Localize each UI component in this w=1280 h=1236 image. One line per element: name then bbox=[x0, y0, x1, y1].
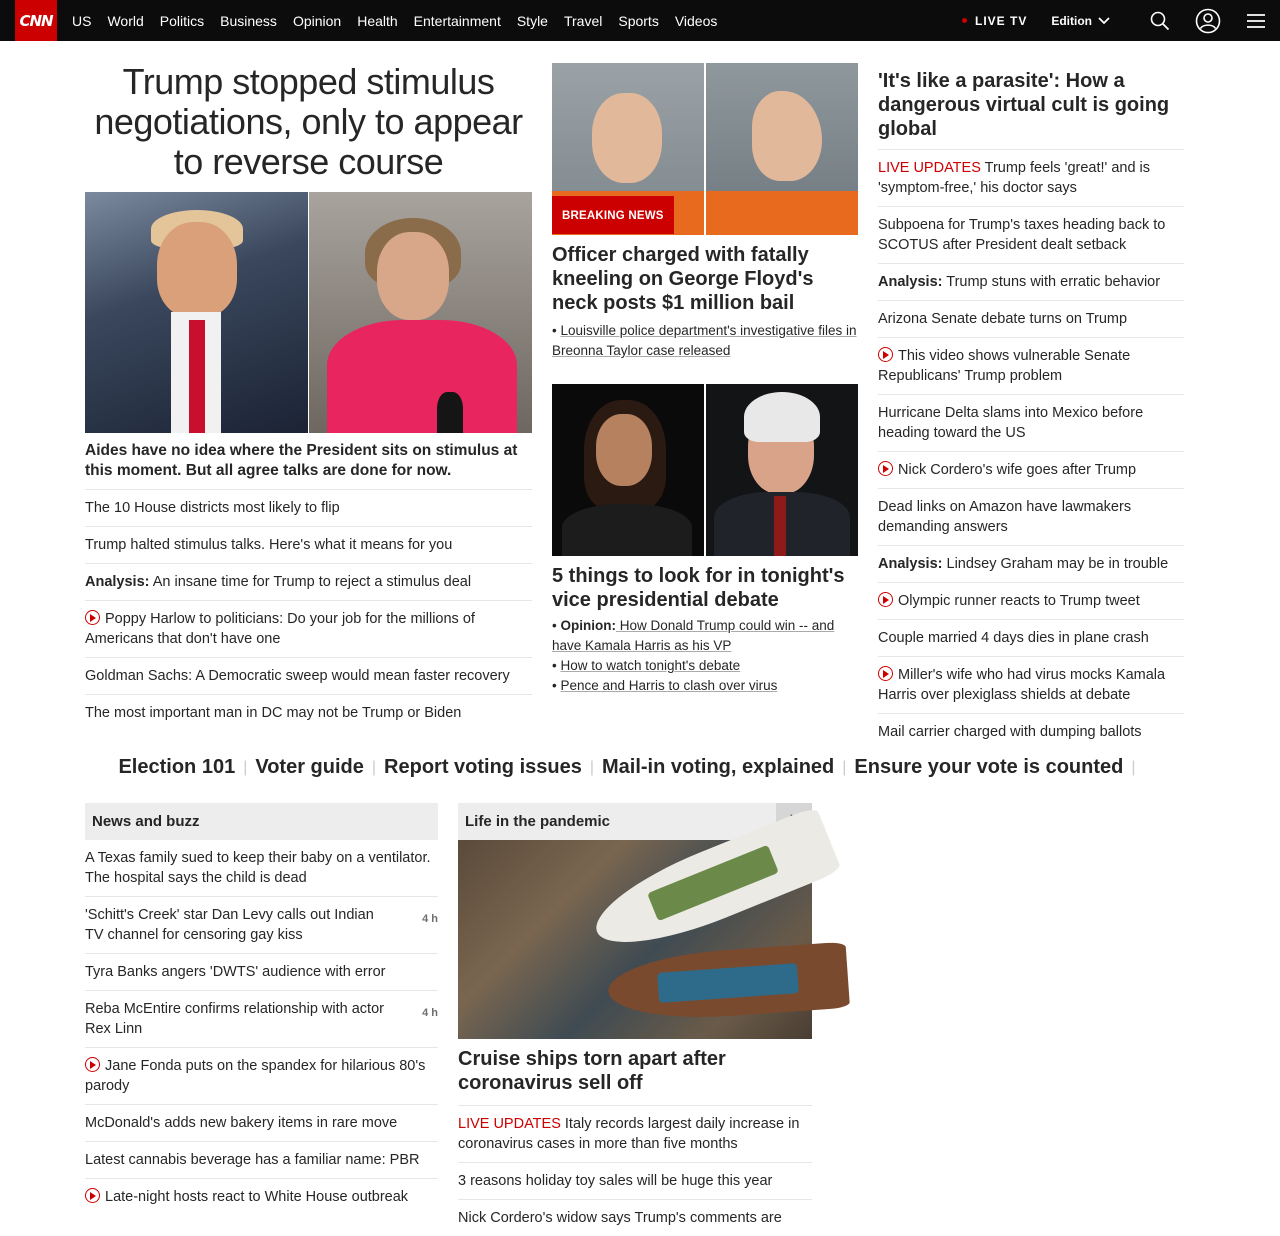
lead-image[interactable] bbox=[85, 192, 532, 433]
breaking-news-badge: BREAKING NEWS bbox=[552, 196, 674, 234]
play-icon bbox=[878, 347, 893, 362]
play-icon bbox=[878, 461, 893, 476]
story-headline[interactable]: Officer charged with fatally kneeling on George Floyd's neck posts $1 million bail bbox=[552, 244, 814, 314]
ensure-vote-counted-link[interactable]: Ensure your vote is counted bbox=[854, 756, 1124, 778]
lead-subhead[interactable]: Aides have no idea where the President sits on stimulus at this moment. But all agree talks are done for now. bbox=[85, 442, 518, 479]
election-links-bar bbox=[0, 756, 1262, 779]
item-text: Late-night hosts react to White House outbreak bbox=[105, 1189, 409, 1205]
item-text: Jane Fonda puts on the spandex for hilarious 80's parody bbox=[85, 1058, 426, 1094]
timestamp: 4 h bbox=[422, 1007, 438, 1019]
list-item[interactable] bbox=[878, 545, 1184, 582]
cnn-logo[interactable]: CNN bbox=[15, 0, 57, 41]
item-text: Reba McEntire confirms relationship with actor Rex Linn bbox=[85, 1001, 384, 1037]
item-text: Miller's wife who had virus mocks Kamala Harris over plexiglass shields at debate bbox=[878, 667, 1166, 703]
pelosi-photo bbox=[309, 192, 532, 433]
live-tv-label: LIVE TV bbox=[974, 13, 1028, 28]
item-text: Subpoena for Trump's taxes heading back to SCOTUS after President dealt setback bbox=[878, 217, 1166, 253]
list-item[interactable] bbox=[85, 657, 532, 694]
lead-headline[interactable]: Trump stopped stimulus negotiations, only to appear to reverse course bbox=[94, 61, 523, 182]
list-item[interactable] bbox=[85, 563, 532, 600]
list-item[interactable] bbox=[85, 953, 438, 990]
item-text: An insane time for Trump to reject a stimulus deal bbox=[149, 574, 472, 590]
voter-guide-link[interactable]: Voter guide bbox=[255, 756, 364, 778]
list-item[interactable] bbox=[878, 488, 1184, 545]
item-text: Couple married 4 days dies in plane crash bbox=[878, 630, 1149, 646]
nav-link-politics[interactable]: Politics bbox=[159, 12, 205, 29]
list-item[interactable] bbox=[878, 394, 1184, 451]
item-text: Nick Cordero's wife goes after Trump bbox=[898, 462, 1137, 478]
list-item[interactable] bbox=[878, 582, 1184, 619]
list-item[interactable] bbox=[878, 713, 1184, 750]
opinion-label: Opinion: bbox=[560, 618, 616, 633]
list-item[interactable] bbox=[85, 526, 532, 563]
item-text: Nick Cordero's widow says Trump's comments are bbox=[458, 1210, 782, 1226]
list-item[interactable] bbox=[878, 263, 1184, 300]
nav-right bbox=[962, 0, 1280, 41]
story-headline[interactable]: Cruise ships torn apart after coronavirus sell off bbox=[458, 1048, 726, 1094]
nav-link-travel[interactable]: Travel bbox=[563, 12, 603, 29]
election-101-link[interactable]: Election 101 bbox=[118, 756, 236, 778]
separator: | bbox=[1131, 758, 1136, 776]
menu-button[interactable] bbox=[1232, 0, 1280, 41]
live-tv-link[interactable] bbox=[962, 14, 1027, 28]
mail-in-voting-link[interactable]: Mail-in voting, explained bbox=[602, 756, 835, 778]
right-column bbox=[878, 69, 1184, 750]
list-item[interactable] bbox=[85, 896, 438, 953]
list-item[interactable] bbox=[878, 656, 1184, 713]
item-text: The most important man in DC may not be Trump or Biden bbox=[85, 705, 462, 721]
related-link-text: How to watch tonight's debate bbox=[560, 658, 741, 673]
edition-label: Edition bbox=[1051, 13, 1092, 28]
analysis-label: Analysis: bbox=[878, 556, 943, 572]
play-icon bbox=[85, 1057, 100, 1072]
list-item[interactable] bbox=[878, 451, 1184, 488]
list-item[interactable] bbox=[85, 1178, 438, 1215]
item-text: Poppy Harlow to politicians: Do your job for the millions of Americans that don't have one bbox=[85, 611, 475, 647]
cruise-ships-image[interactable] bbox=[458, 840, 812, 1039]
top-nav bbox=[0, 0, 1280, 41]
separator: | bbox=[589, 758, 594, 776]
middle-column bbox=[552, 63, 858, 696]
item-text: Lindsey Graham may be in trouble bbox=[942, 556, 1169, 572]
search-button[interactable] bbox=[1136, 0, 1184, 41]
item-text: Arizona Senate debate turns on Trump bbox=[878, 311, 1128, 327]
search-icon bbox=[1150, 11, 1170, 31]
menu-icon bbox=[1246, 13, 1266, 29]
list-item[interactable] bbox=[85, 990, 438, 1047]
nav-link-business[interactable]: Business bbox=[220, 12, 277, 29]
play-icon bbox=[878, 666, 893, 681]
list-item[interactable] bbox=[85, 1141, 438, 1178]
account-icon bbox=[1195, 8, 1221, 34]
live-updates-label: LIVE UPDATES bbox=[458, 1116, 561, 1132]
right-headline[interactable]: 'It's like a parasite': How a dangerous virtual cult is going global bbox=[878, 70, 1170, 140]
list-item[interactable] bbox=[458, 1199, 812, 1236]
item-text: Mail carrier charged with dumping ballots bbox=[878, 724, 1142, 740]
timestamp: 4 h bbox=[422, 913, 438, 925]
item-text: A Texas family sued to keep their baby on a ventilator. The hospital says the child is dead bbox=[85, 850, 431, 886]
nav-links bbox=[64, 0, 725, 41]
item-text: The 10 House districts most likely to flip bbox=[85, 500, 340, 516]
related-link-text: How Donald Trump could win -- and have Kamala Harris as his VP bbox=[552, 618, 835, 653]
related-link-text: Pence and Harris to clash over virus bbox=[560, 678, 778, 693]
edition-dropdown[interactable] bbox=[1051, 14, 1110, 28]
mugshot-image[interactable] bbox=[552, 63, 858, 235]
item-text: Tyra Banks angers 'DWTS' audience with error bbox=[85, 964, 386, 980]
nav-link-sports[interactable]: Sports bbox=[618, 12, 659, 29]
list-item[interactable] bbox=[458, 1162, 812, 1199]
report-voting-issues-link[interactable]: Report voting issues bbox=[384, 756, 582, 778]
item-text: Hurricane Delta slams into Mexico before heading toward the US bbox=[878, 405, 1144, 441]
item-text: McDonald's adds new bakery items in rare move bbox=[85, 1115, 398, 1131]
section-header-label: Life in the pandemic bbox=[465, 813, 611, 830]
nav-link-videos[interactable]: Videos bbox=[674, 12, 718, 29]
nav-link-us[interactable]: US bbox=[72, 12, 92, 29]
list-item[interactable] bbox=[878, 337, 1184, 394]
chevron-down-icon bbox=[1098, 17, 1110, 25]
story-headline[interactable]: 5 things to look for in tonight's vice presidential debate bbox=[552, 565, 845, 611]
nav-link-health[interactable]: Health bbox=[357, 12, 398, 29]
play-icon bbox=[85, 1188, 100, 1203]
list-item[interactable] bbox=[878, 149, 1184, 206]
separator: | bbox=[842, 758, 847, 776]
item-text: This video shows vulnerable Senate Republicans' Trump problem bbox=[878, 348, 1131, 384]
lead-column bbox=[85, 62, 532, 731]
debate-image[interactable] bbox=[552, 384, 858, 556]
item-text: Latest cannabis beverage has a familiar name: PBR bbox=[85, 1152, 420, 1168]
analysis-label: Analysis: bbox=[878, 274, 943, 290]
analysis-label: Analysis: bbox=[85, 574, 150, 590]
nav-link-world[interactable]: World bbox=[107, 12, 144, 29]
list-item[interactable] bbox=[878, 300, 1184, 337]
live-dot-icon bbox=[962, 18, 967, 23]
item-text: 'Schitt's Creek' star Dan Levy calls out Indian TV channel for censoring gay kiss bbox=[85, 907, 374, 943]
item-text: Italy records largest daily increase in coronavirus cases in more than five months bbox=[458, 1116, 800, 1152]
list-item[interactable] bbox=[85, 840, 438, 896]
list-item[interactable] bbox=[85, 694, 532, 731]
list-item[interactable] bbox=[878, 206, 1184, 263]
item-text: Olympic runner reacts to Trump tweet bbox=[898, 593, 1140, 609]
item-text: Goldman Sachs: A Democratic sweep would mean faster recovery bbox=[85, 668, 510, 684]
play-icon bbox=[878, 592, 893, 607]
related-link[interactable]: • How to watch tonight's debate bbox=[552, 658, 741, 673]
related-link[interactable]: • Opinion: How Donald Trump could win -- and have Kamala Harris as his VP bbox=[552, 618, 835, 653]
related-link-text: Louisville police department's investigative files in Breonna Taylor case released bbox=[552, 323, 857, 358]
item-text: Trump feels 'great!' and is 'symptom-free,' his doctor says bbox=[878, 160, 1151, 196]
section-header: News and buzz bbox=[85, 803, 438, 840]
list-item[interactable] bbox=[878, 619, 1184, 656]
trump-photo bbox=[85, 192, 308, 433]
live-updates-label: LIVE UPDATES bbox=[878, 160, 981, 176]
nav-link-style[interactable]: Style bbox=[516, 12, 548, 29]
list-item[interactable] bbox=[85, 489, 532, 526]
nav-link-entertainment[interactable]: Entertainment bbox=[413, 12, 501, 29]
account-button[interactable] bbox=[1184, 0, 1232, 41]
pandemic-section bbox=[458, 803, 812, 1236]
related-link[interactable]: • Louisville police department's investigative files in Breonna Taylor case released bbox=[552, 323, 857, 358]
separator: | bbox=[243, 758, 248, 776]
nav-link-opinion[interactable]: Opinion bbox=[292, 12, 342, 29]
separator: | bbox=[371, 758, 377, 776]
list-item[interactable] bbox=[458, 1105, 812, 1162]
related-link[interactable]: • Pence and Harris to clash over virus bbox=[552, 678, 778, 693]
list-item[interactable] bbox=[85, 600, 532, 657]
item-text: Dead links on Amazon have lawmakers demanding answers bbox=[878, 499, 1132, 535]
news-and-buzz-section bbox=[85, 803, 438, 1215]
list-item[interactable] bbox=[85, 1104, 438, 1141]
play-icon bbox=[85, 610, 100, 625]
item-text: Trump halted stimulus talks. Here's what it means for you bbox=[85, 537, 453, 553]
item-text: Trump stuns with erratic behavior bbox=[942, 274, 1161, 290]
item-text: 3 reasons holiday toy sales will be huge this year bbox=[458, 1173, 773, 1189]
list-item[interactable] bbox=[85, 1047, 438, 1104]
